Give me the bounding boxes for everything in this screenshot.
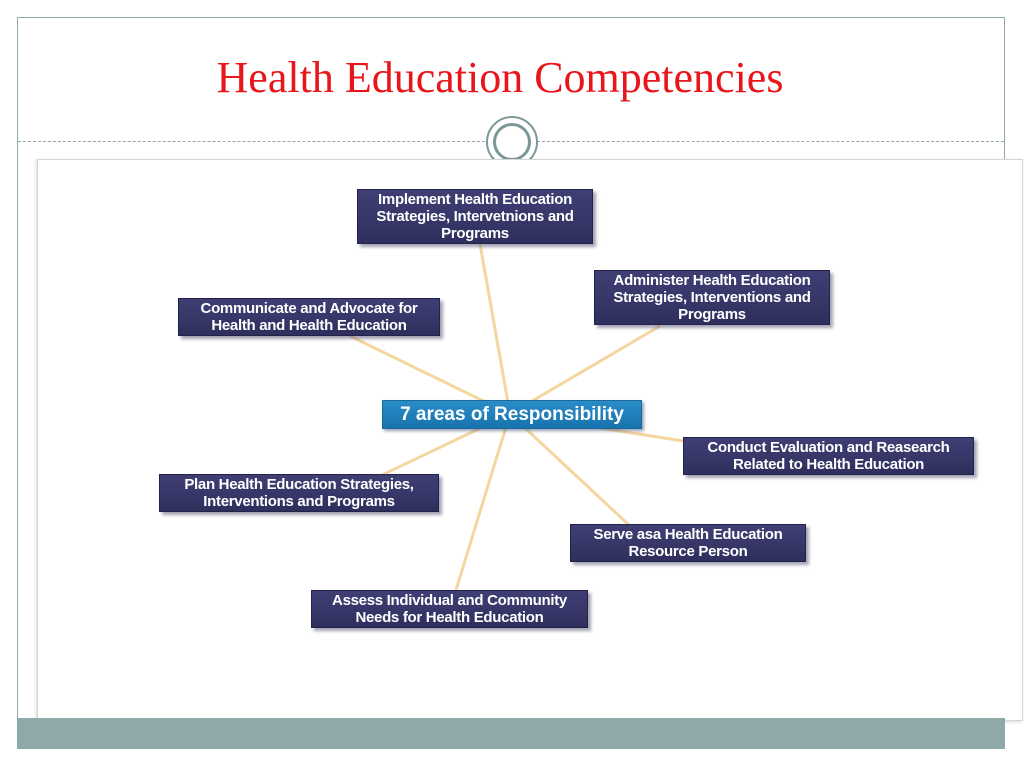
node-plan: Plan Health Education Strategies, Interventions and Programs <box>159 474 439 512</box>
node-administer: Administer Health Education Strategies, Interventions and Programs <box>594 270 830 325</box>
node-implement: Implement Health Education Strategies, Intervetnions and Programs <box>357 189 593 244</box>
connector-implement <box>480 244 510 414</box>
center-node: 7 areas of Responsibility <box>382 400 642 429</box>
slide-title: Health Education Competencies <box>216 53 784 102</box>
footer-bar <box>17 718 1005 749</box>
node-assess: Assess Individual and Community Needs for Health Education <box>311 590 588 628</box>
connector-assess <box>456 414 510 590</box>
node-communicate: Communicate and Advocate for Health and Health Education <box>178 298 440 336</box>
node-conduct: Conduct Evaluation and Reasearch Related to Health Education <box>683 437 974 475</box>
node-serve: Serve asa Health Education Resource Person <box>570 524 806 562</box>
